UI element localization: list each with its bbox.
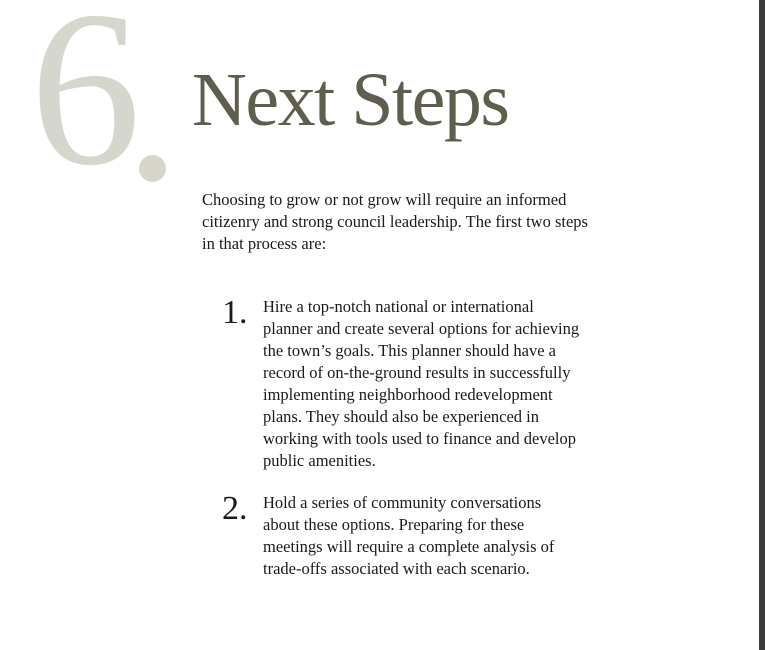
list-item <box>222 492 592 580</box>
step-number: 1. <box>222 294 248 331</box>
step-text: Hire a top-notch national or international planner and create several options for achieving the town’s goals. This planner should have a record of on-the-ground results in successfully implementing neighborhood redevelopment plans. They should also be experienced in working with tools used to finance and develop public amenities. <box>263 297 580 470</box>
page-title: Next Steps <box>192 58 509 142</box>
step-number: 2. <box>222 490 248 527</box>
list-item <box>222 296 592 472</box>
section-number: 6 <box>30 0 137 212</box>
intro-paragraph: Choosing to grow or not grow will require an informed citizenry and strong council leadership. The first two steps in that process are: <box>202 190 588 253</box>
steps-list <box>222 296 592 600</box>
step-text: Hold a series of community conversations about these options. Preparing for these meetings will require a complete analysis of trade-offs associated with each scenario. <box>263 493 555 578</box>
page-edge-divider <box>759 0 765 650</box>
section-number-dot <box>139 155 166 182</box>
